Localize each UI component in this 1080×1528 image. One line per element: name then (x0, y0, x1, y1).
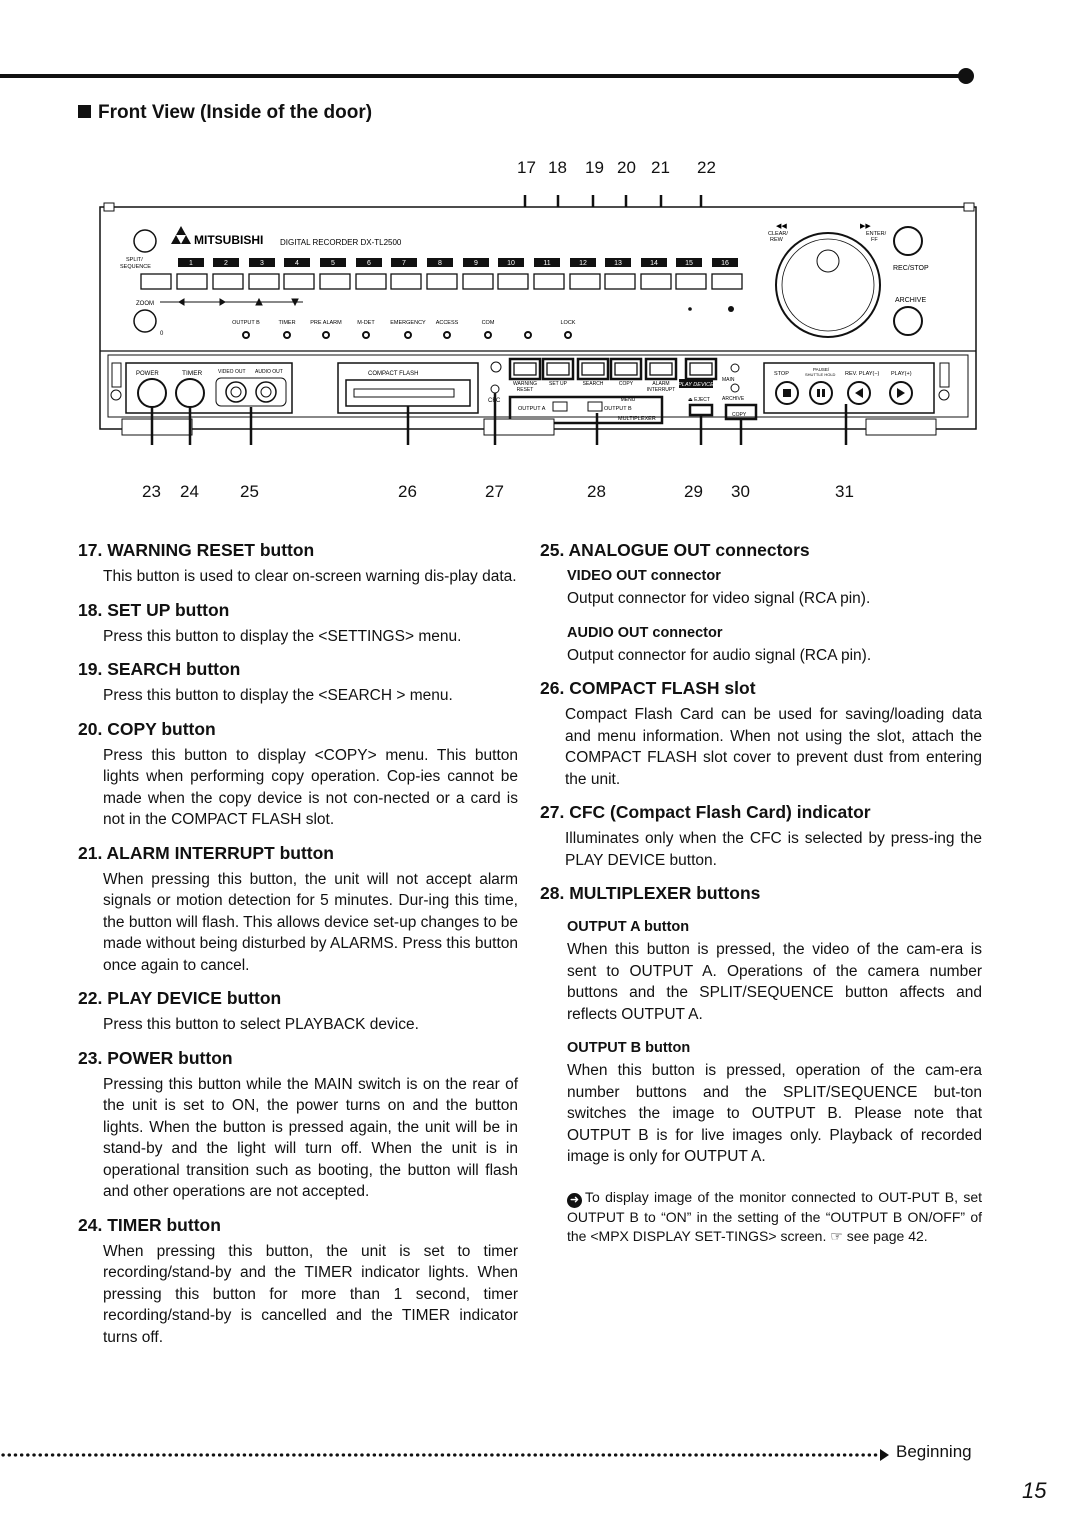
pause-icon (817, 389, 820, 397)
main-label: MAIN (722, 377, 735, 383)
jog-shuttle-dial[interactable] (776, 233, 880, 337)
item-19 (78, 659, 518, 707)
item-title: 18. SET UP button (78, 599, 230, 620)
rew-icon: ◀◀ (776, 223, 787, 230)
item-title: 22. PLAY DEVICE button (78, 988, 282, 1008)
item-title: 27. CFC (Compact Flash Card) indicator (540, 802, 871, 822)
camera-buttons-row[interactable] (141, 274, 742, 289)
callout-30: 30 (731, 482, 750, 501)
callout-27: 27 (485, 482, 504, 501)
svg-text:FF: FF (871, 237, 878, 243)
svg-text:3: 3 (260, 260, 264, 267)
svg-text:LOCK: LOCK (560, 320, 576, 326)
callout-19: 19 (585, 158, 604, 177)
item-title: 26. COMPACT FLASH slot (540, 678, 756, 698)
brand-label: MITSUBISHI (194, 233, 264, 247)
cfc-label: CFC (488, 398, 501, 404)
item-25 (540, 540, 982, 666)
video-out-label: VIDEO OUT (218, 369, 246, 375)
timer-label: TIMER (182, 370, 203, 377)
pause-label: PAUSE/ (813, 367, 830, 372)
item-text: Press this button to display <COPY> menu. This button lights when performing copy operation. Cop-ies cannot be made when the copy device is not con-nected or a card is not in the COMPACT FLASH slot. (103, 746, 518, 828)
top-left-button[interactable] (134, 230, 156, 252)
callout-28: 28 (587, 482, 606, 501)
output-a-button[interactable] (553, 402, 567, 411)
square-bullet-icon (78, 105, 91, 118)
rec-stop-label: REC/STOP (893, 265, 929, 272)
archive-button[interactable] (894, 307, 922, 335)
svg-text:EMERGENCY: EMERGENCY (390, 320, 426, 326)
front-panel-diagram (98, 195, 978, 445)
play-label: PLAY(+) (891, 371, 912, 377)
stop-label: STOP (774, 371, 789, 377)
item-17 (78, 540, 518, 588)
svg-text:INTERRUPT: INTERRUPT (646, 387, 676, 393)
item-title: 19. SEARCH button (78, 659, 241, 679)
ff-icon: ▶▶ (860, 223, 871, 230)
stop-icon (783, 389, 791, 397)
sub-title: VIDEO OUT connector (567, 568, 721, 584)
item-text: This button is used to clear on-screen warning dis-play data. (103, 568, 517, 585)
svg-text:TIMER: TIMER (278, 320, 296, 326)
eject-button[interactable] (690, 405, 712, 415)
archive-small-label: ARCHIVE (722, 396, 745, 402)
svg-text:SHUTTLE HOLD: SHUTTLE HOLD (805, 372, 836, 377)
alarm-interrupt-label: ALARM (652, 381, 670, 387)
svg-text:11: 11 (543, 260, 551, 267)
set-up-label: SET UP (549, 381, 567, 387)
footer-arrow-icon (880, 1449, 889, 1461)
callout-21: 21 (651, 158, 670, 177)
svg-text:12: 12 (579, 260, 587, 267)
item-23 (78, 1048, 518, 1203)
svg-text:15: 15 (685, 260, 693, 267)
callout-23: 23 (142, 482, 161, 501)
item-title: 21. ALARM INTERRUPT button (78, 842, 334, 863)
sub-title: OUTPUT B button (567, 1040, 691, 1056)
svg-text:ACCESS: ACCESS (435, 320, 459, 326)
callout-20: 20 (617, 158, 636, 177)
search-button[interactable] (582, 363, 604, 375)
screw-left-icon (111, 390, 121, 400)
svg-text:2: 2 (224, 260, 228, 267)
set-up-button[interactable] (547, 363, 569, 375)
item-text: Press this button to display the <SETTINGS> menu. (103, 627, 462, 645)
top-rule-dot (958, 68, 974, 84)
play-device-label: PLAY DEVICE (678, 382, 714, 388)
warning-reset-label: WARNING (513, 381, 537, 387)
page-number: 15 (1022, 1478, 1047, 1503)
svg-text:5: 5 (331, 260, 335, 267)
multiplexer-label: MULTIPLEXER (618, 416, 656, 422)
top-rule (0, 74, 964, 78)
svg-text:PRE ALARM: PRE ALARM (310, 320, 342, 326)
sub-title: OUTPUT A button (567, 919, 690, 935)
item-text: When pressing this button, the unit is set to timer recording/stand-by and the TIMER indicator lights. When pressing this button for more than 1 second, timer recording/stand-by is cancelled and the TIMER indicator turns off. (103, 1242, 518, 1346)
callout-31: 31 (835, 482, 854, 501)
item-18 (78, 600, 518, 648)
right-column (540, 540, 982, 1258)
item-title: 20. COPY button (78, 718, 216, 739)
search-label: SEARCH (582, 381, 604, 387)
section-title (78, 102, 372, 124)
callout-29: 29 (684, 482, 703, 501)
svg-text:13: 13 (614, 260, 622, 267)
sub-audio-out (540, 624, 982, 667)
play-device-button[interactable] (690, 363, 712, 375)
item-24 (78, 1215, 518, 1349)
svg-text:0: 0 (160, 331, 164, 337)
callout-17: 17 (517, 158, 536, 177)
zoom-label: ZOOM (136, 301, 154, 307)
output-a-label: OUTPUT A (518, 406, 546, 412)
item-title: 25. ANALOGUE OUT connectors (540, 540, 810, 560)
pause-button[interactable] (810, 382, 832, 404)
callout-25: 25 (240, 482, 259, 501)
callout-26: 26 (398, 482, 417, 501)
power-button[interactable] (138, 379, 166, 407)
rec-stop-button[interactable] (894, 227, 922, 255)
svg-text:7: 7 (402, 260, 406, 267)
footer-dotted-rule (0, 1452, 878, 1458)
item-text: Illuminates only when the CFC is selected by press-ing the PLAY DEVICE button. (565, 830, 982, 869)
audio-out-label: AUDIO OUT (255, 369, 283, 375)
model-label: DIGITAL RECORDER DX-TL2500 (280, 238, 402, 247)
note-text: To display image of the monitor connected to OUT-PUT B, set OUTPUT B to “ON” in the setting of the “OUTPUT B ON/OFF” of the <MPX DISPLAY SET-TINGS> screen. ☞ see page 42. (567, 1188, 982, 1244)
item-title: 23. POWER button (78, 1047, 233, 1068)
item-22 (78, 988, 518, 1036)
compact-flash-label: COMPACT FLASH (368, 371, 419, 377)
arrow-note-icon: ➜ (567, 1193, 582, 1208)
svg-text:8: 8 (438, 260, 442, 267)
sub-text: Output connector for video signal (RCA pin). (567, 590, 871, 607)
eject-label: ⏏ EJECT (688, 397, 710, 403)
svg-text:6: 6 (367, 260, 371, 267)
split-label: SPLIT/ (126, 257, 143, 263)
callout-24: 24 (180, 482, 199, 501)
item-26 (540, 678, 982, 790)
power-label: POWER (136, 371, 159, 377)
svg-text:M-DET: M-DET (357, 320, 375, 326)
copy-label: COPY (618, 381, 634, 387)
timer-button[interactable] (176, 379, 204, 407)
svg-text:SEQUENCE: SEQUENCE (120, 264, 151, 270)
output-b-label: OUTPUT B (604, 406, 632, 412)
svg-text:REW: REW (770, 237, 783, 243)
footer-section-label: Beginning (896, 1442, 972, 1461)
svg-text:9: 9 (474, 260, 478, 267)
item-27 (540, 802, 982, 871)
screw-cf-icon (491, 362, 501, 372)
sub-output-a (540, 918, 982, 1025)
cfc-indicator (491, 385, 499, 393)
callout-22: 22 (697, 158, 716, 177)
section-title-text: Front View (Inside of the door) (98, 102, 373, 123)
jog-dial-knob[interactable] (817, 250, 839, 272)
item-text: Compact Flash Card can be used for saving/loading data and menu information. When not using the slot, attach the COMPACT FLASH slot cover to prevent dust from entering the unit. (565, 706, 982, 788)
clear-rew-label: CLEAR/ (768, 231, 788, 237)
enter-ff-label: ENTER/ (866, 231, 887, 237)
item-text: Pressing this button while the MAIN switch is on the rear of the unit is set to ON, the power turns on and the button lights. When the button is pressed again, the unit will be in stand-by and the light will turn off. When the unit is in operational transition such as booting, the button will flash and other operations are not accepted. (103, 1075, 518, 1200)
sub-video-out (540, 567, 982, 610)
copy-button[interactable] (615, 363, 637, 375)
main-indicator (731, 364, 739, 372)
svg-text:OUTPUT B: OUTPUT B (232, 320, 260, 326)
callout-18: 18 (548, 158, 567, 177)
svg-text:4: 4 (295, 260, 299, 267)
front-panel-svg (98, 195, 978, 445)
item-text: Press this button to select PLAYBACK device. (103, 1016, 419, 1033)
note (567, 1188, 982, 1246)
left-column (78, 540, 518, 1360)
archive-indicator (731, 384, 739, 392)
sub-title: AUDIO OUT connector (567, 624, 723, 641)
item-28 (540, 883, 982, 1246)
output-b-button[interactable] (588, 402, 602, 411)
screw-right-icon (939, 390, 949, 400)
sub-text: When this button is pressed, the video of the cam-era is sent to OUTPUT A. Operations of the camera number buttons and the SPLIT/SEQUENCE button affects and reflects OUTPUT A. (567, 941, 982, 1023)
svg-text:1: 1 (189, 260, 193, 267)
svg-text:14: 14 (650, 260, 658, 267)
svg-text:RESET: RESET (516, 387, 534, 393)
rev-play-label: REV. PLAY(−) (845, 371, 880, 377)
copy-small-label: COPY (732, 412, 747, 418)
menu-label: MENU (620, 397, 636, 403)
svg-text:10: 10 (507, 260, 515, 267)
svg-text:COM: COM (481, 320, 495, 326)
item-title: 17. WARNING RESET button (78, 540, 315, 560)
item-21 (78, 843, 518, 977)
alarm-interrupt-button[interactable] (650, 363, 672, 375)
sub-text: Output connector for audio signal (RCA pin). (567, 646, 872, 664)
svg-text:16: 16 (721, 260, 729, 267)
archive-label: ARCHIVE (895, 297, 927, 304)
item-text: When pressing this button, the unit will not accept alarm signals or motion detection for 5 minutes. Dur-ing this time, the button will flash. This allows device set-up changes to be made without being disturbed by ALARMS. Press this button once again to cancel. (103, 870, 519, 974)
item-title: 28. MULTIPLEXER buttons (540, 883, 761, 903)
item-20 (78, 719, 518, 831)
warning-reset-button[interactable] (514, 363, 536, 375)
sub-output-b (540, 1039, 982, 1168)
zoom-knob[interactable] (134, 310, 156, 332)
item-text: Press this button to display the <SEARCH > menu. (103, 687, 453, 704)
item-title: 24. TIMER button (78, 1214, 221, 1235)
sub-text: When this button is pressed, operation of the cam-era number buttons and the SPLIT/SEQUENCE but-ton switches the image to OUTPUT B. Please note that OUTPUT B is for live images only. Playback of recorded image is only for OUTPUT A. (567, 1062, 982, 1165)
